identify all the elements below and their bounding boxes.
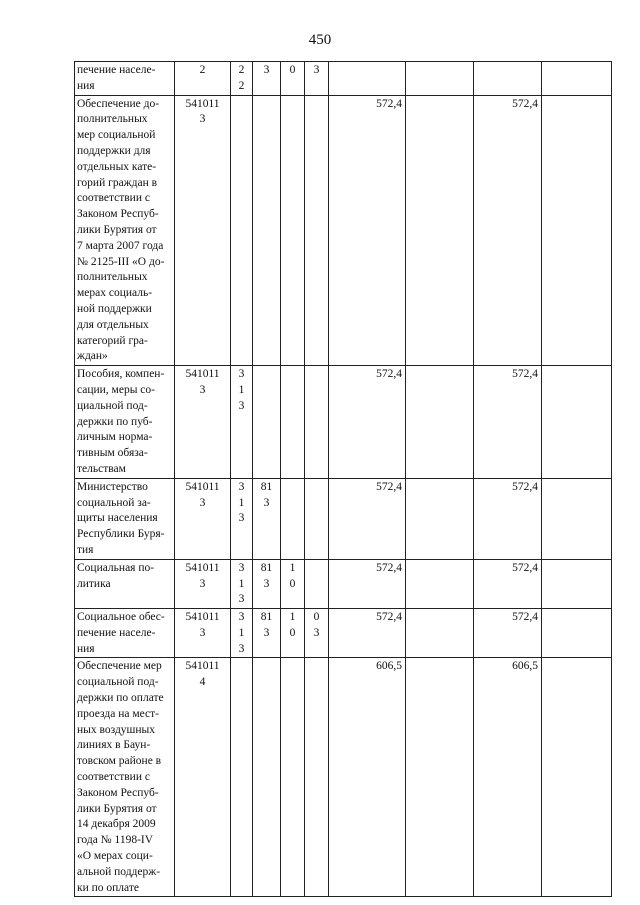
row-col4: 3 bbox=[305, 62, 329, 96]
row-col1: 3 1 3 bbox=[231, 559, 253, 608]
table-row bbox=[75, 559, 612, 608]
row-description: Обеспечение мер социальной под- держки по оплате проезда на мест- ных воздушных линиях в Баун- товском районе в соответствии с Законом Респуб- лики Бурятия от 14 декабря 2009 года № 1198-IV «О мерах соци- альной поддерж- ки по оплате bbox=[75, 658, 175, 897]
row-empty1 bbox=[406, 478, 474, 559]
row-sum1: 572,4 bbox=[329, 366, 406, 479]
row-sum2: 572,4 bbox=[474, 95, 542, 366]
page-number: 450 bbox=[308, 32, 332, 48]
row-empty1 bbox=[406, 366, 474, 479]
row-description: печение населе- ния bbox=[75, 62, 175, 96]
table-row bbox=[75, 658, 612, 897]
row-sum1: 606,5 bbox=[329, 658, 406, 897]
row-sum2: 572,4 bbox=[474, 609, 542, 658]
row-empty2 bbox=[542, 366, 612, 479]
row-description: Министерство социальной за- щиты населения Республики Буря- тия bbox=[75, 478, 175, 559]
row-sum2 bbox=[474, 62, 542, 96]
row-col2: 81 3 bbox=[253, 559, 281, 608]
row-sum2: 606,5 bbox=[474, 658, 542, 897]
row-sum2: 572,4 bbox=[474, 559, 542, 608]
row-col2: 81 3 bbox=[253, 609, 281, 658]
row-col3: 0 bbox=[281, 62, 305, 96]
table-row bbox=[75, 609, 612, 658]
row-description: Социальная по- литика bbox=[75, 559, 175, 608]
row-sum1: 572,4 bbox=[329, 478, 406, 559]
table-row bbox=[75, 62, 612, 96]
row-col3: 1 0 bbox=[281, 609, 305, 658]
row-col1: 2 2 bbox=[231, 62, 253, 96]
row-empty1 bbox=[406, 95, 474, 366]
row-empty1 bbox=[406, 559, 474, 608]
row-col1: 3 1 3 bbox=[231, 366, 253, 479]
row-col2 bbox=[253, 366, 281, 479]
budget-table bbox=[74, 61, 612, 897]
row-description: Социальное обес- печение населе- ния bbox=[75, 609, 175, 658]
row-col2 bbox=[253, 95, 281, 366]
row-sum2: 572,4 bbox=[474, 478, 542, 559]
row-empty2 bbox=[542, 559, 612, 608]
row-col4 bbox=[305, 559, 329, 608]
row-code: 541011 3 bbox=[175, 95, 231, 366]
row-empty2 bbox=[542, 62, 612, 96]
row-col1: 3 1 3 bbox=[231, 609, 253, 658]
row-empty1 bbox=[406, 609, 474, 658]
row-col3: 1 0 bbox=[281, 559, 305, 608]
row-code: 541011 3 bbox=[175, 559, 231, 608]
row-col4 bbox=[305, 95, 329, 366]
table-row bbox=[75, 478, 612, 559]
row-col3 bbox=[281, 478, 305, 559]
row-empty1 bbox=[406, 658, 474, 897]
row-col2 bbox=[253, 658, 281, 897]
table-row bbox=[75, 366, 612, 479]
row-code: 541011 3 bbox=[175, 366, 231, 479]
row-sum1: 572,4 bbox=[329, 609, 406, 658]
row-description: Пособия, компен- сации, меры со- циальной под- держки по пуб- личным норма- тивным обяза- тельствам bbox=[75, 366, 175, 479]
row-code: 541011 4 bbox=[175, 658, 231, 897]
row-sum2: 572,4 bbox=[474, 366, 542, 479]
row-col1 bbox=[231, 658, 253, 897]
row-col4 bbox=[305, 658, 329, 897]
row-col3 bbox=[281, 366, 305, 479]
row-code: 2 bbox=[175, 62, 231, 96]
row-col2: 3 bbox=[253, 62, 281, 96]
row-col3 bbox=[281, 95, 305, 366]
row-col1 bbox=[231, 95, 253, 366]
row-col4: 0 3 bbox=[305, 609, 329, 658]
row-code: 541011 3 bbox=[175, 609, 231, 658]
row-col2: 81 3 bbox=[253, 478, 281, 559]
table-row bbox=[75, 95, 612, 366]
row-col4 bbox=[305, 366, 329, 479]
row-col4 bbox=[305, 478, 329, 559]
row-empty2 bbox=[542, 658, 612, 897]
row-code: 541011 3 bbox=[175, 478, 231, 559]
row-description: Обеспечение до- полнительных мер социальной поддержки для отдельных кате- горий граждан в соответствии с Законом Респуб- лики Бурятия от 7 марта 2007 года № 2125-III «О до- полнительных мерах социаль- ной поддержки для отдельных категорий гра- ждан» bbox=[75, 95, 175, 366]
row-sum1: 572,4 bbox=[329, 559, 406, 608]
row-empty1 bbox=[406, 62, 474, 96]
row-col3 bbox=[281, 658, 305, 897]
row-sum1: 572,4 bbox=[329, 95, 406, 366]
row-empty2 bbox=[542, 609, 612, 658]
row-empty2 bbox=[542, 95, 612, 366]
row-col1: 3 1 3 bbox=[231, 478, 253, 559]
row-empty2 bbox=[542, 478, 612, 559]
row-sum1 bbox=[329, 62, 406, 96]
